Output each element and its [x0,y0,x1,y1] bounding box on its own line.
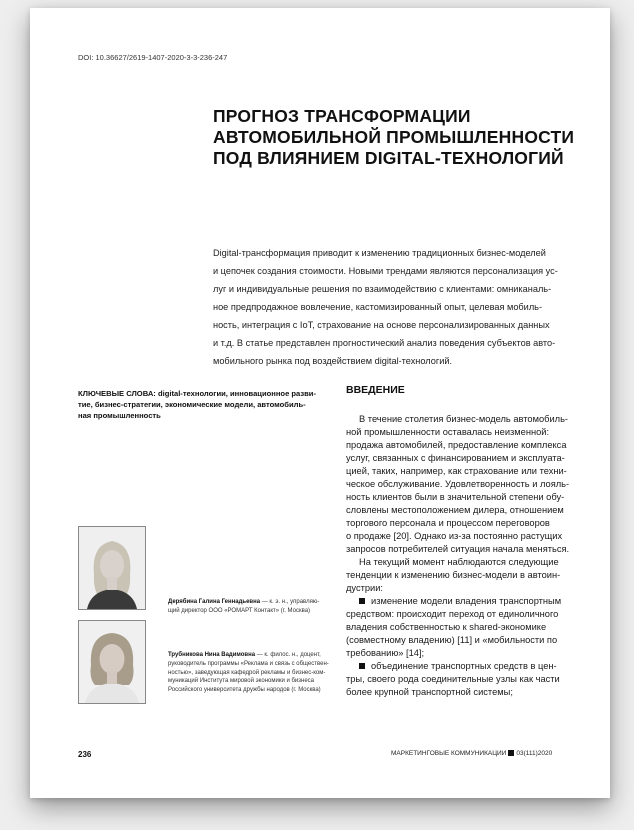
body-line: ной промышленности оставалась неизменной: [346,427,550,437]
body-line: владения собственностью к shared-экономике [346,622,547,632]
abstract [213,244,593,370]
author-affiliation: муникаций Института мировой экономики и бизнеса [168,678,315,685]
body-text [346,413,606,699]
abstract-line: ное предпродажное вовлечение, кастомизированный опыт, целевая мобиль- [213,302,543,312]
body-line: объединение транспортных средств в цен- [371,661,557,671]
body-line: ческое обслуживание. Удовлетворенность и лояль- [346,479,570,489]
section-heading: ВВЕДЕНИЕ [346,384,405,396]
body-line: тры, своего рода соединительные узлы как части [346,674,560,684]
keywords-line: ная промышленность [78,411,161,420]
body-line: На текущий момент наблюдаются следующие [359,557,559,567]
author-affiliation: ностью», заведующая кафедрой рекламы и бизнес-ком- [168,669,326,676]
bullet-icon [359,598,365,604]
bullet-icon [359,663,365,669]
body-line: ность клиентов были в значительной степени обу- [346,492,565,502]
body-line: запросов потребителей ситуация начала меняться. [346,544,570,554]
body-line: о продаже [20]. Однако из-за постоянно растущих [346,531,563,541]
abstract-line: луг и индивидуальные решения по взаимодействию с клиентами: омниканаль- [213,284,552,294]
list-item [346,660,606,673]
article-title [213,106,573,169]
author-info-1 [168,598,319,616]
title-line: ПРОГНОЗ ТРАНСФОРМАЦИИ [213,106,471,126]
issue-number: 03(111)2020 [516,750,553,757]
title-line: ПОД ВЛИЯНИЕМ DIGITAL-ТЕХНОЛОГИЙ [213,148,564,168]
author-affiliation: руководитель программы «Реклама и связь с обществен- [168,660,329,667]
abstract-line: и т.д. В статье представлен прогностический анализ поведения субъектов авто- [213,338,556,348]
portrait-image [79,527,145,609]
body-line: более крупной транспортной системы; [346,687,513,697]
author-name: Дерябина Галина Геннадьевна [168,599,261,605]
body-line: (совместному владению) [11] и «мобильности по [346,635,558,645]
author-photo-1 [78,526,146,610]
page-number: 236 [78,750,92,759]
doi-line: DOI: 10.36627/2619-1407-2020-3-3-236-247 [78,53,228,62]
abstract-line: и цепочек создания стоимости. Новыми трендами являются персонализация ус- [213,266,558,276]
body-line: словлены местоположением дилера, отношением [346,505,564,515]
keywords-line: КЛЮЧЕВЫЕ СЛОВА: digital-технологии, инновационное разви- [78,389,317,398]
body-line: средством: происходит переход от единоличного [346,609,559,619]
keywords [78,388,318,421]
author-info-2 [168,651,329,695]
author-affiliation: — к. филос. н., доцент, [256,652,321,658]
body-line: цией, таких, например, как страхование или техни- [346,466,567,476]
body-line: требованию» [14]; [346,648,425,658]
body-line: продажа автомобилей, предоставление комплекса [346,440,567,450]
body-line: услуг, связанных с финансированием и эксплуата- [346,453,565,463]
author-affiliation: Российского университета дружбы народов (г. Москва) [168,687,321,694]
square-separator-icon [508,750,514,756]
body-line: торгового персонала и процессом переговоров [346,518,550,528]
abstract-line: Digital-трансформация приводит к изменению традиционных бизнес-моделей [213,248,546,258]
body-line: тенденции к изменению бизнес-модели в автоин- [346,570,561,580]
author-affiliation: щий директор ООО «РОМАРТ Контакт» (г. Москва) [168,607,311,614]
abstract-line: мобильного рынка под воздействием digital-технологий. [213,356,453,366]
keywords-line: тие, бизнес-стратегии, экономические модели, автомобиль- [78,400,306,409]
title-line: АВТОМОБИЛЬНОЙ ПРОМЫШЛЕННОСТИ [213,127,575,147]
abstract-line: ность, интеграция с IoT, страхование на основе персонализированных данных [213,320,550,330]
portrait-image [79,621,145,703]
body-line: В течение столетия бизнес-модель автомобиль- [359,414,569,424]
journal-page [30,8,610,798]
author-photo-2 [78,620,146,704]
journal-name: МАРКЕТИНГОВЫЕ КОММУНИКАЦИИ [391,750,507,757]
body-line: изменение модели владения транспортным [371,596,562,606]
body-line: дустрии: [346,583,384,593]
author-name: Трубникова Нина Вадимовна [168,652,256,658]
author-affiliation: — к. э. н., управляю- [261,599,320,605]
running-footer [391,750,552,757]
list-item [346,595,606,608]
